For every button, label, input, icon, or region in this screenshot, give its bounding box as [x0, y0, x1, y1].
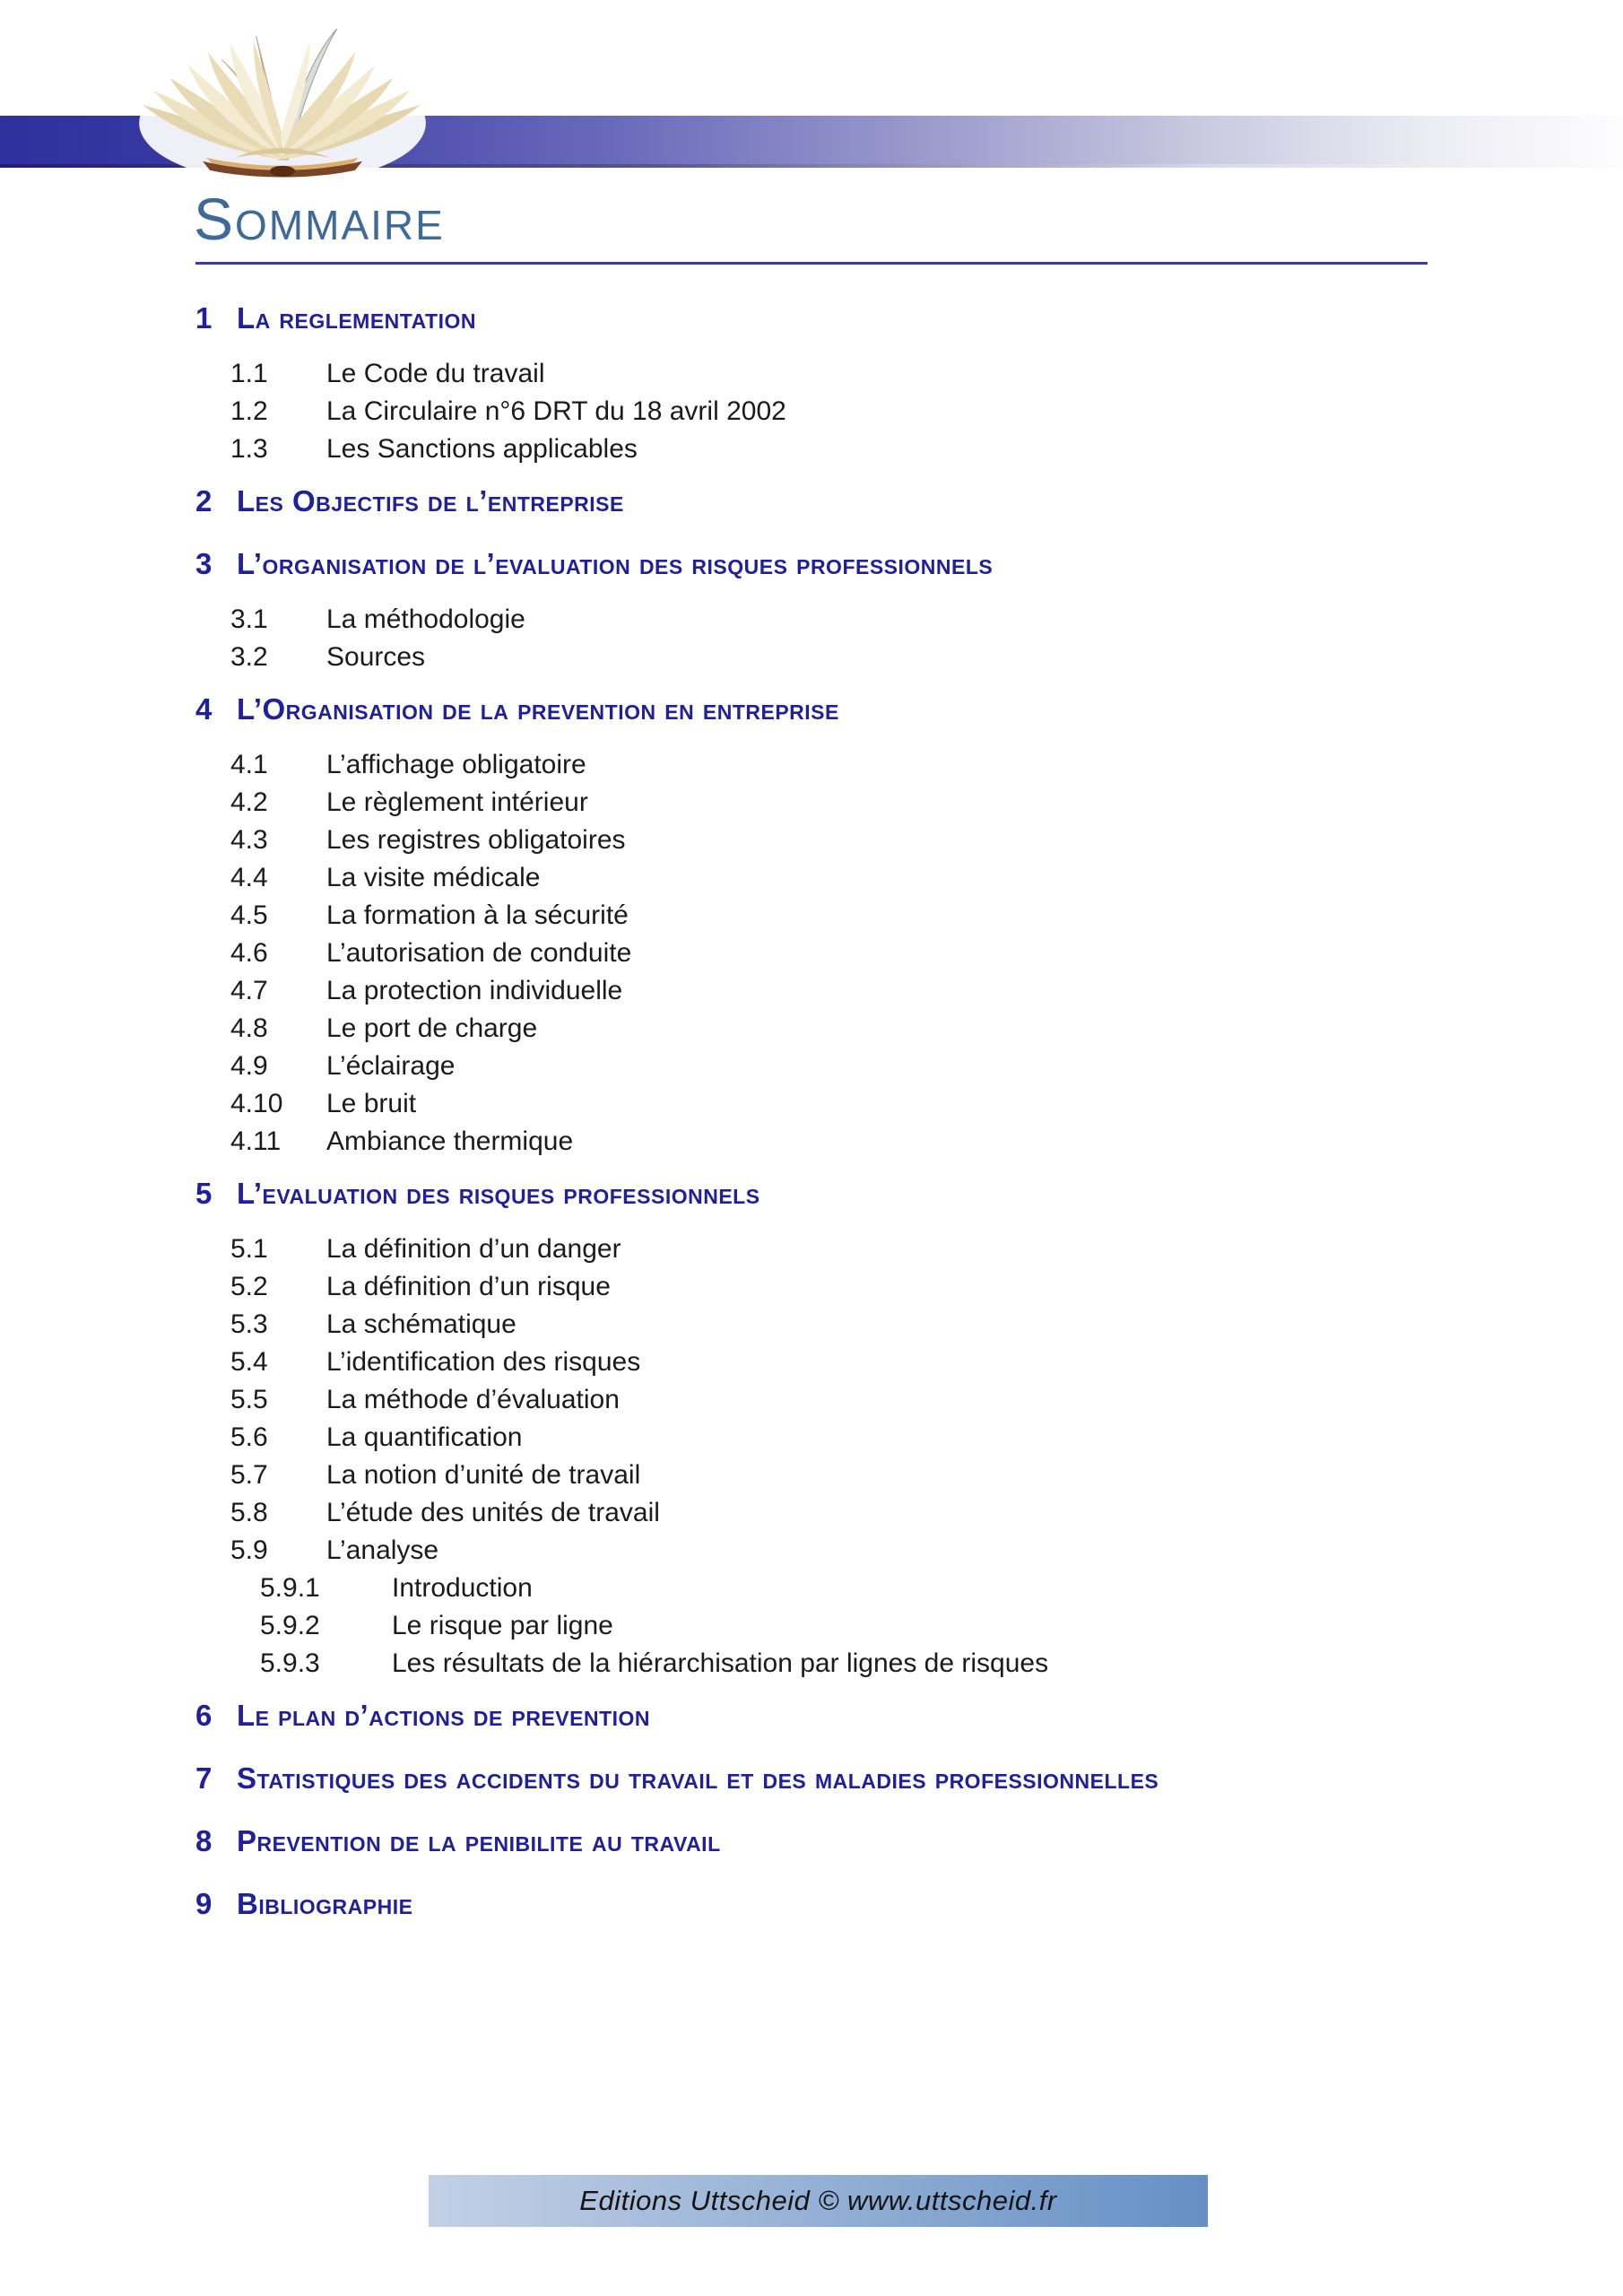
toc-section-heading: [0, 544, 1623, 594]
toc-section-title: L’Organisation de la prevention en entreprise: [237, 692, 839, 726]
toc-item: [0, 784, 1623, 822]
toc-item-label: L’autorisation de conduite: [326, 938, 632, 968]
toc-item-number: 4.2: [230, 787, 268, 817]
toc-item-label: La définition d’un danger: [326, 1234, 621, 1264]
toc-section-number: 6: [195, 1699, 213, 1732]
toc-item-label: Sources: [326, 642, 426, 672]
toc-item-label: La schématique: [326, 1309, 516, 1339]
toc-section-number: 1: [195, 301, 213, 335]
toc-item: [0, 430, 1623, 468]
toc-item-number: 4.5: [230, 900, 268, 930]
toc-section-heading: [0, 298, 1623, 348]
toc-section-title: Statistiques des accidents du travail et des maladies professionnelles: [237, 1761, 1159, 1795]
toc-section-number: 4: [195, 692, 213, 726]
toc-item-number: 4.9: [230, 1051, 268, 1081]
toc-item-label: Les registres obligatoires: [326, 825, 626, 855]
toc-item-label: La formation à la sécurité: [326, 900, 629, 930]
page-title: Sommaire: [194, 186, 445, 252]
toc-section-heading: [0, 481, 1623, 531]
toc-section-title: Bibliographie: [237, 1887, 413, 1920]
toc-item-number: 5.5: [230, 1385, 268, 1414]
toc-item: [0, 1231, 1623, 1268]
toc-item-label: Le règlement intérieur: [326, 787, 588, 817]
toc-item-number: 5.9: [230, 1535, 268, 1565]
toc-item: [0, 1306, 1623, 1344]
toc-item-label: L’analyse: [326, 1535, 439, 1565]
toc-item: [0, 897, 1623, 935]
toc-item-label: L’identification des risques: [326, 1347, 641, 1377]
toc-item: [0, 355, 1623, 393]
toc-item: [0, 1457, 1623, 1494]
toc-item: [0, 1344, 1623, 1381]
toc-item-label: La notion d’unité de travail: [326, 1460, 641, 1490]
toc-section-number: 8: [195, 1824, 213, 1857]
toc-section-heading: [0, 1695, 1623, 1745]
toc-section-heading: [0, 1821, 1623, 1871]
toc-item-number: 3.2: [230, 642, 268, 672]
toc-item-label: Les résultats de la hiérarchisation par lignes de risques: [392, 1648, 1049, 1678]
toc-item: [0, 1010, 1623, 1048]
toc-item: [0, 1607, 1623, 1645]
toc-item-number: 4.4: [230, 863, 268, 892]
toc-item-number: 4.3: [230, 825, 268, 855]
toc-item: [0, 822, 1623, 859]
toc-section-title: L’organisation de l’evaluation des risques professionnels: [237, 547, 994, 580]
title-divider-rule: [195, 262, 1428, 265]
toc-item-label: La quantification: [326, 1422, 523, 1452]
toc-item: [0, 859, 1623, 897]
toc-section-heading: [0, 1173, 1623, 1223]
toc-item: [0, 1048, 1623, 1085]
toc-item-number: 5.8: [230, 1498, 268, 1527]
toc-item: [0, 1419, 1623, 1457]
toc-section-number: 3: [195, 547, 213, 580]
toc-item: [0, 1494, 1623, 1532]
toc-section-number: 2: [195, 484, 213, 517]
toc-section-number: 5: [195, 1177, 213, 1210]
toc-item-number: 1.3: [230, 434, 268, 464]
toc-item-number: 5.1: [230, 1234, 268, 1264]
toc-section-heading: [0, 1883, 1623, 1934]
footer-text: Editions Uttscheid © www.uttscheid.fr: [579, 2185, 1057, 2216]
toc-item: [0, 1085, 1623, 1123]
toc-section-title: Le plan d’actions de prevention: [237, 1699, 651, 1732]
toc-section-title: Prevention de la penibilite au travail: [237, 1824, 721, 1857]
toc-section-number: 7: [195, 1761, 213, 1795]
toc-item-label: L’étude des unités de travail: [326, 1498, 660, 1527]
toc-item: [0, 393, 1623, 430]
toc-item-number: 4.11: [230, 1126, 282, 1156]
toc-item: [0, 1532, 1623, 1570]
toc-item: [0, 1268, 1623, 1306]
toc: [0, 285, 1623, 1941]
toc-item: [0, 746, 1623, 784]
toc-item-number: 4.10: [230, 1089, 283, 1118]
toc-item: [0, 639, 1623, 676]
toc-item: [0, 601, 1623, 639]
toc-item: [0, 1570, 1623, 1607]
toc-item-label: Ambiance thermique: [326, 1126, 574, 1156]
toc-item-number: 5.9.1: [260, 1573, 320, 1603]
toc-item-label: Le port de charge: [326, 1013, 538, 1043]
toc-section-title: Les Objectifs de l’entreprise: [237, 484, 624, 517]
toc-item-label: La méthode d’évaluation: [326, 1385, 620, 1414]
toc-item-number: 1.2: [230, 396, 268, 426]
toc-section-title: L’evaluation des risques professionnels: [237, 1177, 760, 1210]
toc-item-label: La méthodologie: [326, 604, 525, 634]
toc-item-number: 5.7: [230, 1460, 268, 1490]
toc-item-number: 4.8: [230, 1013, 268, 1043]
toc-item-number: 4.6: [230, 938, 268, 968]
toc-section-title: La reglementation: [237, 301, 476, 335]
toc-item-number: 5.3: [230, 1309, 268, 1339]
toc-item-label: L’éclairage: [326, 1051, 456, 1081]
toc-item-label: Introduction: [392, 1573, 533, 1603]
open-book-icon: [124, 25, 438, 179]
toc-item-label: Le risque par ligne: [392, 1611, 613, 1640]
toc-item-label: La Circulaire n°6 DRT du 18 avril 2002: [326, 396, 786, 426]
toc-item-label: Le bruit: [326, 1089, 417, 1118]
toc-item-label: La définition d’un risque: [326, 1272, 611, 1301]
toc-section-number: 9: [195, 1887, 213, 1920]
toc-item-number: 1.1: [230, 359, 268, 388]
toc-item-number: 5.9.2: [260, 1611, 320, 1640]
toc-item: [0, 1645, 1623, 1683]
toc-item: [0, 1123, 1623, 1161]
toc-item-label: Le Code du travail: [326, 359, 545, 388]
toc-item-number: 5.6: [230, 1422, 268, 1452]
toc-item-label: La visite médicale: [326, 863, 541, 892]
toc-item-number: 5.4: [230, 1347, 268, 1377]
toc-item-number: 4.1: [230, 750, 268, 779]
toc-item-label: L’affichage obligatoire: [326, 750, 586, 779]
toc-item-number: 5.9.3: [260, 1648, 320, 1678]
toc-item-label: La protection individuelle: [326, 976, 623, 1005]
toc-section-heading: [0, 689, 1623, 739]
toc-item: [0, 1381, 1623, 1419]
toc-item-number: 5.2: [230, 1272, 268, 1301]
toc-item-label: Les Sanctions applicables: [326, 434, 638, 464]
toc-item: [0, 972, 1623, 1010]
toc-item: [0, 935, 1623, 972]
footer-bar: [429, 2175, 1208, 2227]
toc-section-heading: [0, 1758, 1623, 1808]
toc-item-number: 4.7: [230, 976, 268, 1005]
toc-item-number: 3.1: [230, 604, 268, 634]
